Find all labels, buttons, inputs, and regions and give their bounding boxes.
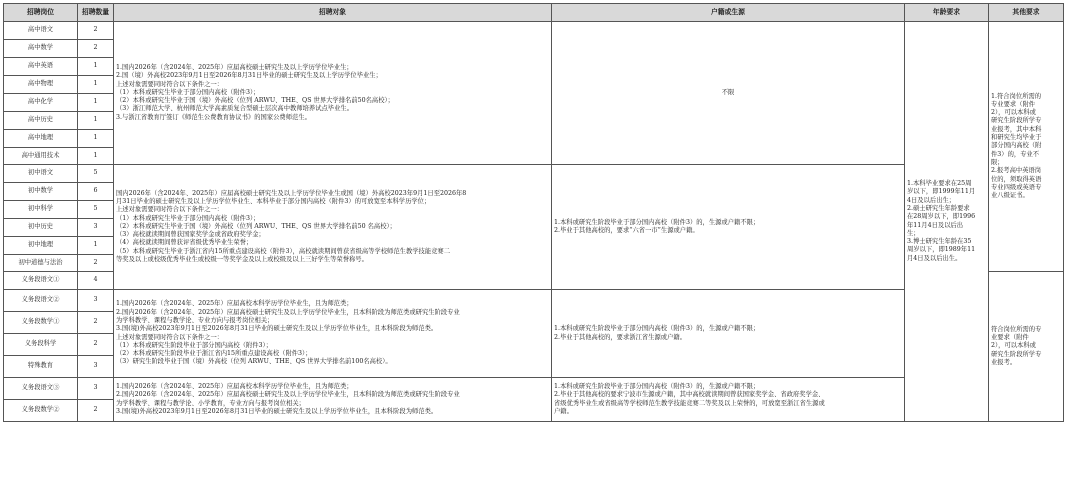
position-cell: 高中数学 [4,40,78,58]
target-group-2-line: 等奖及以上或校级优秀毕业生或校级一等奖学金及以上或校级及以上三好学生等荣誉称号。 [116,256,368,264]
target-group-2-line: （3）高校就读期间曾获国家奖学金或省政府奖学金； [116,231,265,239]
target-group-3-line: 上述对象需要同时符合以下条件之一： [116,333,224,341]
count-cell: 1 [78,76,114,94]
age-requirement-line: 月4日及以后出生。 [907,254,962,262]
household-group-4-line: 省级优秀毕业生或省级高等学校师范生教学技能竞赛二等奖及以上荣誉的，可放宽至浙江省生源或 [554,399,825,407]
count-cell: 1 [78,94,114,112]
count-cell: 2 [78,22,114,40]
household-group-4-line: 2.毕业于其他高校的要求宁波市生源或户籍，其中高校就读期间曾获国家奖学金、省政府奖学金、 [554,391,825,399]
household-group-3 [552,290,905,378]
recruitment-table [3,3,1064,422]
other-requirement-1-line: 限； [991,158,1004,166]
household-group-4-line: 户籍。 [554,407,573,415]
target-group-2-line: （1）本科或研究生毕业于部分国内高校（附件3）； [116,214,260,222]
other-requirement-1-line: 2.报考高中英语岗 [991,167,1042,175]
other-requirement-1-line: 业八级证书。 [991,192,1029,200]
header-household: 户籍或生源 [552,4,905,22]
count-cell: 4 [78,272,114,290]
position-cell: 初中数学 [4,183,78,201]
count-cell: 1 [78,58,114,76]
age-requirement-line: 1.本科毕业要求在25周 [907,180,972,188]
household-group-2 [552,165,905,290]
target-group-1-line: 上述对象需要同时符合以下条件之一： [116,80,224,88]
age-requirement-line: 生； [907,229,920,237]
position-cell: 义务段数学② [4,400,78,422]
header-count: 招聘数量 [78,4,114,22]
header-age: 年龄要求 [905,4,989,22]
other-requirement-2-line: 符合岗位所需的专 [991,325,1042,333]
table-row [4,22,1064,40]
age-requirement-line: 2.硕士研究生年龄要求 [907,204,970,212]
count-cell: 2 [78,312,114,334]
position-cell: 特殊教育 [4,356,78,378]
target-group-3-line: （1）本科或研究生阶段毕业于部分国内高校（附件3）； [116,341,272,349]
position-cell: 义务段语文① [4,272,78,290]
count-cell: 2 [78,40,114,58]
other-requirement-1-line: 业报考，其中本科 [991,125,1042,133]
target-group-2-line: 国内2026年（含2024年、2025年）应届高校硕士研究生及以上学历学位毕业生或国（境）外高校2023年9月1日至2026年8 [116,189,467,197]
header-position: 招聘岗位 [4,4,78,22]
target-group-4 [114,378,552,422]
target-group-1-line: （2）本科或研究生毕业于国（境）外高校（位列 ARWU、THE、QS 世界大学排名前50名高校）； [116,97,394,105]
other-requirement-1-line: 研究生阶段所学专 [991,117,1042,125]
age-requirement [905,22,989,422]
position-cell: 高中历史 [4,112,78,130]
target-group-4-line: 2.国内2026年（含2024年、2025年）应届高校硕士研究生及以上学历学位毕业生，且本科阶段为师范类或研究生阶段专业 [116,391,460,399]
household-group-2-line: 2.毕业于其他高校的，要求“六省一市”生源或户籍。 [554,227,699,234]
household-group-3-line: 2.毕业于其他高校的，要求浙江省生源或户籍。 [554,333,686,341]
household-group-1-line: 不限 [721,88,735,96]
target-group-3-line: （2）本科或研究生阶段毕业于浙江省内15所重点建设高校（附件3）； [116,350,312,358]
other-requirement-1-line: 专业四级或英语专 [991,183,1042,191]
age-requirement-line: 3.博士研究生年龄在35 [907,238,972,246]
position-cell: 义务段科学 [4,334,78,356]
other-requirement-2-line: 2），可以本科或 [991,342,1036,350]
count-cell: 2 [78,400,114,422]
count-cell: 1 [78,237,114,255]
target-group-4-line: 3.国(境)外高校2023年9月1日至2026年8月31日毕业的硕士研究生及以上学历学位毕业生，且本科阶段为师范类。 [116,407,438,415]
count-cell: 3 [78,219,114,237]
position-cell: 义务段语文② [4,290,78,312]
count-cell: 5 [78,165,114,183]
household-group-4 [552,378,905,422]
target-group-2-line: （2）本科或研究生毕业于国（境）外高校（位列 ARWU、THE、QS 世界大学排名前50 名高校）； [116,222,396,230]
header-row [4,4,1064,22]
position-cell: 初中科学 [4,201,78,219]
other-requirement-1-line: 部分国内高校（附 [991,142,1042,150]
other-requirement-1-line: 件3）的，专业不 [991,150,1040,158]
target-group-1 [114,22,552,165]
household-group-1 [552,22,905,165]
other-requirement-1-line: 2），可以本科或 [991,109,1036,117]
other-requirement-2-line: 业报考。 [991,358,1017,366]
header-target: 招聘对象 [114,4,552,22]
age-requirement-line: 年11月4日及以后出 [907,221,964,229]
target-group-3-line: （3）研究生阶段毕业于国（境）外高校（位列 ARWU、THE、QS 世界大学排名前100名高校）。 [116,358,392,366]
position-cell: 高中通用技术 [4,148,78,165]
target-group-3-line: 2.国内2026年（含2024年、2025年）应届高校硕士研究生及以上学历学位毕业生，且本科阶段为师范类或研究生阶段专业 [116,308,460,316]
count-cell: 2 [78,255,114,272]
position-cell: 初中道德与法治 [4,255,78,272]
other-requirement-1-line: 位的，须取得英语 [991,175,1042,183]
target-group-2 [114,165,552,290]
count-cell: 6 [78,183,114,201]
count-cell: 3 [78,378,114,400]
other-requirement-1 [989,22,1064,272]
target-group-1-line: 1.国内2026年（含2024年、2025年）应届高校硕士研究生及以上学历学位毕业生； [116,63,353,71]
target-group-4-line: 为学科教学、课程与教学论、小学教育，专业方向与报考岗位相关； [116,399,305,407]
target-group-1-line: （1）本科或研究生毕业于部分国内高校（附件3）； [116,88,260,96]
household-group-2-line: 1.本科或研究生阶段毕业于部分国内高校（附件3）的，生源或户籍不限； [554,218,760,226]
position-cell: 初中语文 [4,165,78,183]
target-group-2-line: （5）本科或研究生毕业于浙江省内15所重点建设高校（附件3），高校就读期间曾获省级高等学校师范生教学技能竞赛二 [116,247,451,255]
position-cell: 初中地理 [4,237,78,255]
position-cell: 高中化学 [4,94,78,112]
other-requirement-2-line: 业要求（附件 [991,334,1029,342]
age-requirement-line: 在28周岁以下，即1996 [907,213,976,221]
other-requirement-1-line: 1.符合岗位所需的 [991,92,1042,100]
age-requirement-line: 周岁以下，即1989年11 [907,246,976,254]
count-cell: 1 [78,130,114,148]
count-cell: 2 [78,334,114,356]
other-requirement-1-line: 和研究生均毕业于 [991,134,1042,142]
position-cell: 义务段语文③ [4,378,78,400]
header-other: 其他要求 [989,4,1064,22]
other-requirement-2-line: 研究生阶段所学专 [991,350,1042,358]
target-group-1-line: （3）浙江师范大学、杭州师范大学高素质复合型硕士层次高中教师培养试点毕业生。 [116,105,353,113]
position-cell: 义务段数学① [4,312,78,334]
count-cell: 3 [78,290,114,312]
position-cell: 初中历史 [4,219,78,237]
target-group-1-line: 3.与浙江省教育厅签订《师范生公费教育协议书》的国家公费师范生。 [116,113,311,121]
other-requirement-2 [989,272,1064,422]
household-group-4-line: 1.本科或研究生阶段毕业于部分国内高校（附件3）的，生源或户籍不限； [554,382,760,390]
count-cell: 1 [78,112,114,130]
count-cell: 5 [78,201,114,219]
count-cell: 1 [78,148,114,165]
position-cell: 高中地理 [4,130,78,148]
target-group-2-line: 上述对象需要同时符合以下条件之一： [116,206,224,214]
target-group-3-line: 3.国(境)外高校2023年9月1日至2026年8月31日毕业的硕士研究生及以上学历学位毕业生，且本科阶段为师范类。 [116,325,438,333]
target-group-1-line: 2.国（境）外高校2023年9月1日至2026年8月31日毕业的硕士研究生及以上学历学位毕业生； [116,72,382,80]
age-requirement-line: 岁以下，即1999年11月 [907,188,976,196]
position-cell: 高中英语 [4,58,78,76]
count-cell: 3 [78,356,114,378]
target-group-3-line: 1.国内2026年（含2024年、2025年）应届高校本科学历学位毕业生，且为师范类； [116,300,353,308]
target-group-2-line: （4）高校就读期间曾获评省级优秀毕业生荣誉； [116,239,253,247]
position-cell: 高中物理 [4,76,78,94]
age-requirement-line: 4日及以后出生； [907,196,956,204]
other-requirement-1-line: 专业要求（附件 [991,100,1036,108]
household-group-3-line: 1.本科或研究生阶段毕业于部分国内高校（附件3）的，生源或户籍不限； [554,325,760,333]
target-group-3 [114,290,552,378]
position-cell: 高中语文 [4,22,78,40]
target-group-4-line: 1.国内2026年（含2024年、2025年）应届高校本科学历学位毕业生，且为师范类； [116,382,353,390]
target-group-3-line: 为学科教学、课程与教学论、专业方向与报考岗位相关； [116,316,274,324]
target-group-2-line: 月31日毕业的硕士研究生及以上学历学位毕业生、本科毕业于部分国内高校（附件3）的可放宽至本科学历学位； [116,197,431,205]
